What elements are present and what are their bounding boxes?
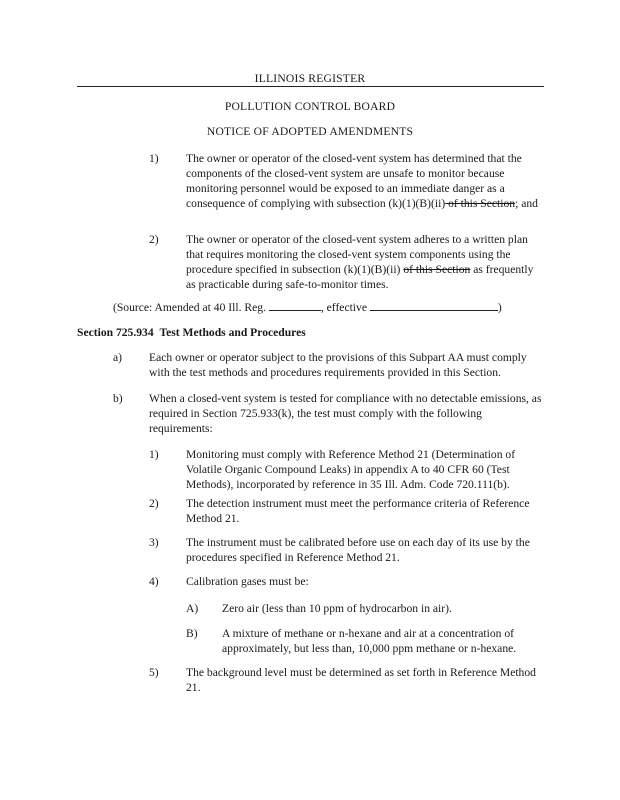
- item-text: The background level must be determined as set forth in Reference Method 21.: [186, 666, 536, 694]
- item-text: Calibration gases must be:: [186, 575, 309, 588]
- item-text: When a closed-vent system is tested for compliance with no detectable emissions, as required in Section 725.933(k), the test must comply with the following requirements:: [149, 392, 542, 435]
- header-rule: [77, 86, 544, 87]
- item-text: The instrument must be calibrated before use on each day of its use by the procedures specified in Reference Method 21.: [186, 536, 530, 564]
- register-title: ILLINOIS REGISTER: [254, 72, 366, 85]
- struck-text: of this Section: [403, 263, 471, 276]
- item-text: The owner or operator of the closed-vent system adheres to a written plan that requires monitoring the closed-vent system components using the procedure specified in subsection (k)(1)(B)(ii) of this Section as frequently as practicable during safe-to-monitor times.: [186, 233, 534, 291]
- item-number: 1): [149, 448, 159, 461]
- item-text: The owner or operator of the closed-vent system has determined that the components of the closed-vent system are unsafe to monitor because monitoring personnel would be exposed to an immediate danger as a consequence of complying with subsection (k)(1)(B)(ii) of this Section; and: [186, 152, 538, 210]
- item-number: A): [186, 602, 199, 615]
- struck-text: of this Section: [445, 197, 516, 210]
- item-number: b): [113, 392, 123, 405]
- item-text: A mixture of methane or n-hexane and air at a concentration of approximately, but less than, 10,000 ppm methane or n-hexane.: [222, 627, 517, 655]
- item-number: 5): [149, 666, 159, 679]
- source-note: (Source: Amended at 40 Ill. Reg. , effective ): [113, 301, 502, 314]
- section-heading: Section 725.934 Test Methods and Procedures: [77, 326, 306, 339]
- item-text: The detection instrument must meet the performance criteria of Reference Method 21.: [186, 497, 530, 525]
- item-number: 2): [149, 497, 159, 510]
- item-number: 1): [149, 152, 159, 165]
- item-number: B): [186, 627, 198, 640]
- item-number: a): [113, 351, 123, 364]
- notice-title: NOTICE OF ADOPTED AMENDMENTS: [206, 125, 414, 138]
- board-title: POLLUTION CONTROL BOARD: [224, 100, 396, 113]
- reg-blank: [269, 299, 321, 311]
- item-number: 4): [149, 575, 159, 588]
- effective-blank: [370, 299, 498, 311]
- item-number: 2): [149, 233, 159, 246]
- item-text: Monitoring must comply with Reference Method 21 (Determination of Volatile Organic Compound Leaks) in appendix A to 40 CFR 60 (Test Methods), incorporated by reference in 35 Ill. Adm. Code 720.111(b).: [186, 448, 516, 491]
- item-text: Zero air (less than 10 ppm of hydrocarbon in air).: [222, 602, 452, 615]
- item-number: 3): [149, 536, 159, 549]
- item-text: Each owner or operator subject to the provisions of this Subpart AA must comply with the test methods and procedures requirements provided in this Section.: [149, 351, 527, 379]
